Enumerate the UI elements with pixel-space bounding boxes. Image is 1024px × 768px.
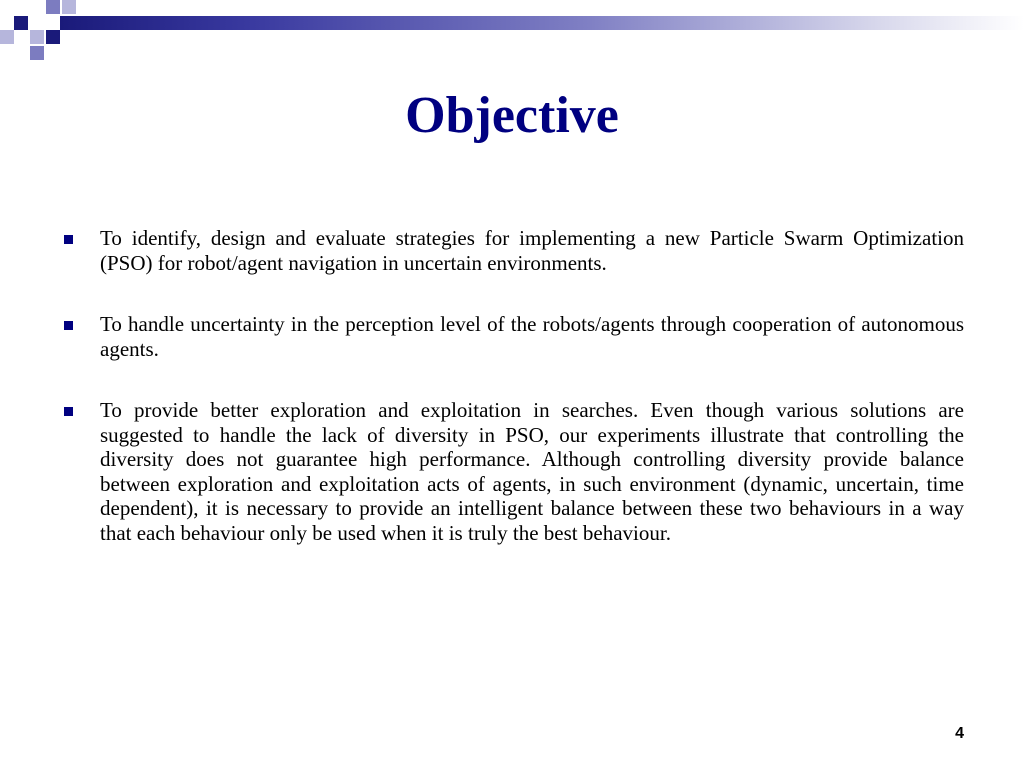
- header-square-dark-top-left: [14, 16, 28, 30]
- square-bullet-icon: [64, 235, 73, 244]
- header-decoration: [0, 0, 1024, 64]
- square-bullet-icon: [64, 321, 73, 330]
- bullet-list: [60, 226, 964, 582]
- header-square-dark-middle: [46, 30, 60, 44]
- header-square-mid-top: [46, 0, 60, 14]
- header-square-mid-bottom: [30, 46, 44, 60]
- page-number: 4: [955, 725, 964, 742]
- bullet-item-3: [60, 398, 964, 545]
- bullet-text-2: To handle uncertainty in the perception level of the robots/agents through cooperation of autonomous agents.: [100, 312, 964, 361]
- header-gradient-bar: [60, 16, 1024, 30]
- bullet-item-2: [60, 312, 964, 361]
- header-square-light-top: [62, 0, 76, 14]
- bullet-text-3: To provide better exploration and exploitation in searches. Even though various solutions are suggested to handle the lack of diversity in PSO, our experiments illustrate that controlling the diversity does not guarantee high performance. Although controlling diversity provide balance between exploration and exploitation acts of agents, in such environment (dynamic, uncertain, time dependent), it is necessary to provide an intelligent balance between these two behaviours in a way that each behaviour only be used when it is truly the best behaviour.: [100, 398, 964, 545]
- header-square-light-left: [0, 30, 14, 44]
- header-square-light-middle: [30, 30, 44, 44]
- slide-title: Objective: [405, 87, 619, 144]
- bullet-text-1: To identify, design and evaluate strategies for implementing a new Particle Swarm Optimization (PSO) for robot/agent navigation in uncertain environments.: [100, 226, 964, 275]
- bullet-item-1: [60, 226, 964, 275]
- square-bullet-icon: [64, 407, 73, 416]
